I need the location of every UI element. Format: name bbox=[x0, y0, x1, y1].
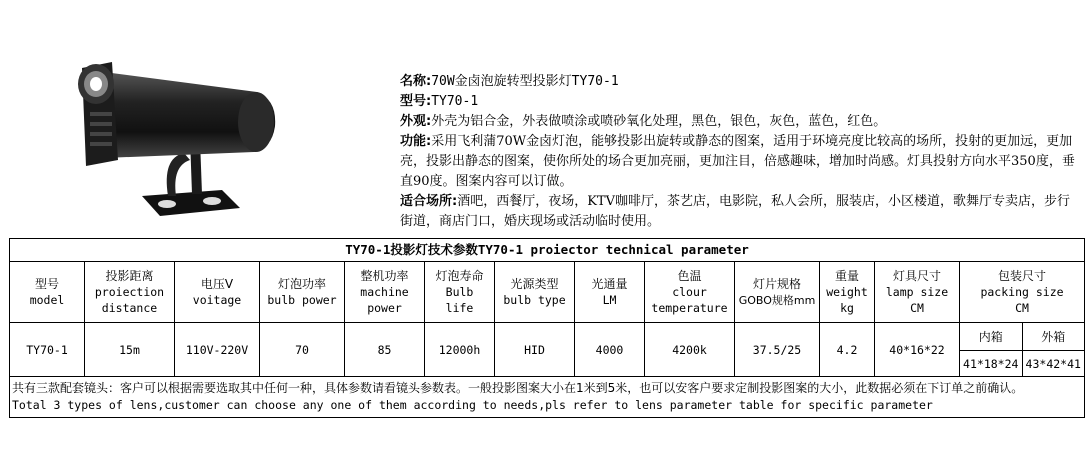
name-value: 70W金卤泡旋转型投影灯TY70-1 bbox=[431, 74, 619, 89]
header-model: 型号 model bbox=[10, 262, 85, 323]
cell-life: 12000h bbox=[425, 323, 495, 377]
cell-bulb-power: 70 bbox=[260, 323, 345, 377]
cell-weight: 4.2 bbox=[820, 323, 875, 377]
header-lumen: 光通量 LM bbox=[575, 262, 645, 323]
header-voltage: 电压V voitage bbox=[175, 262, 260, 323]
model-value: TY70-1 bbox=[431, 94, 479, 109]
table-note-row bbox=[10, 377, 1085, 418]
cell-machine-power: 85 bbox=[345, 323, 425, 377]
venue-value: 酒吧，西餐厅，夜场，KTV咖啡厅，茶艺店，电影院，私人会所，服装店，小区楼道，歌舞厅专卖店，步行街道，商店门口，婚庆现场或活动临时使用。 bbox=[400, 194, 1070, 229]
cell-inner-size: 41*18*24 bbox=[960, 351, 1023, 377]
header-color-temp: 色温 clour temperature bbox=[645, 262, 735, 323]
cell-bulb-type: HID bbox=[495, 323, 575, 377]
cell-lamp-size: 40*16*22 bbox=[875, 323, 960, 377]
function-label: 功能: bbox=[400, 134, 432, 149]
header-life: 灯泡寿命 Bulb life bbox=[425, 262, 495, 323]
cell-inner-label: 内箱 bbox=[960, 323, 1023, 351]
header-lamp-size: 灯具尺寸 lamp size CM bbox=[875, 262, 960, 323]
cell-gobo: 37.5/25 bbox=[735, 323, 820, 377]
spec-table bbox=[9, 238, 1085, 418]
cell-model: TY70-1 bbox=[10, 323, 85, 377]
cell-voltage: 110V-220V bbox=[175, 323, 260, 377]
header-gobo: 灯片规格 GOBO规格mm bbox=[735, 262, 820, 323]
function-value: 采用飞利蒲70W金卤灯泡，能够投影出旋转或静态的图案，适用于环境亮度比较高的场所，投射的更加远，更加亮，投影出静态的图案，使你所处的场合更加亮丽，更加注目，倍感趣味，增加时尚感。灯具投射方向水平350度，垂直90度。图案内容可以订做。 bbox=[400, 134, 1075, 189]
header-machine-power: 整机功率 machine power bbox=[345, 262, 425, 323]
projector-product-image bbox=[72, 48, 292, 228]
name-label: 名称: bbox=[400, 74, 432, 89]
header-bulb-power: 灯泡功率 bulb power bbox=[260, 262, 345, 323]
venue-label: 适合场所: bbox=[400, 194, 458, 209]
header-distance: 投影距离 proiection distance bbox=[85, 262, 175, 323]
appearance-value: 外壳为铝合金，外表做喷涂或喷砂氧化处理，黑色，银色，灰色，蓝色，红色。 bbox=[431, 114, 887, 129]
note-cn: 共有三款配套镜头：客户可以根据需要选取其中任何一种，具体参数请看镜头参数表。一般投影图案大小在1米到5米，也可以安客户要求定制投影图案的大小，此数据必须在下订单之前确认。 bbox=[12, 381, 1024, 395]
cell-outer-size: 43*42*41 bbox=[1022, 351, 1085, 377]
model-label: 型号: bbox=[400, 94, 432, 109]
note-en: Total 3 types of lens,customer can choose any one of them according to needs,pls refer to lens parameter table for specific parameter bbox=[12, 398, 933, 412]
header-bulb-type: 光源类型 bulb type bbox=[495, 262, 575, 323]
header-weight: 重量 weight kg bbox=[820, 262, 875, 323]
cell-outer-label: 外箱 bbox=[1022, 323, 1085, 351]
cell-lumen: 4000 bbox=[575, 323, 645, 377]
table-title: TY70-1投影灯技术参数TY70-1 proiector technical parameter bbox=[10, 239, 1085, 262]
product-description bbox=[400, 72, 1080, 232]
table-note bbox=[10, 377, 1085, 418]
cell-color-temp: 4200k bbox=[645, 323, 735, 377]
table-row bbox=[10, 323, 1085, 351]
cell-distance: 15m bbox=[85, 323, 175, 377]
appearance-label: 外观: bbox=[400, 114, 432, 129]
table-title-row bbox=[10, 239, 1085, 262]
header-packing-size: 包装尺寸 packing size CM bbox=[960, 262, 1085, 323]
spec-table-wrapper bbox=[9, 238, 1085, 458]
table-header-row bbox=[10, 262, 1085, 323]
